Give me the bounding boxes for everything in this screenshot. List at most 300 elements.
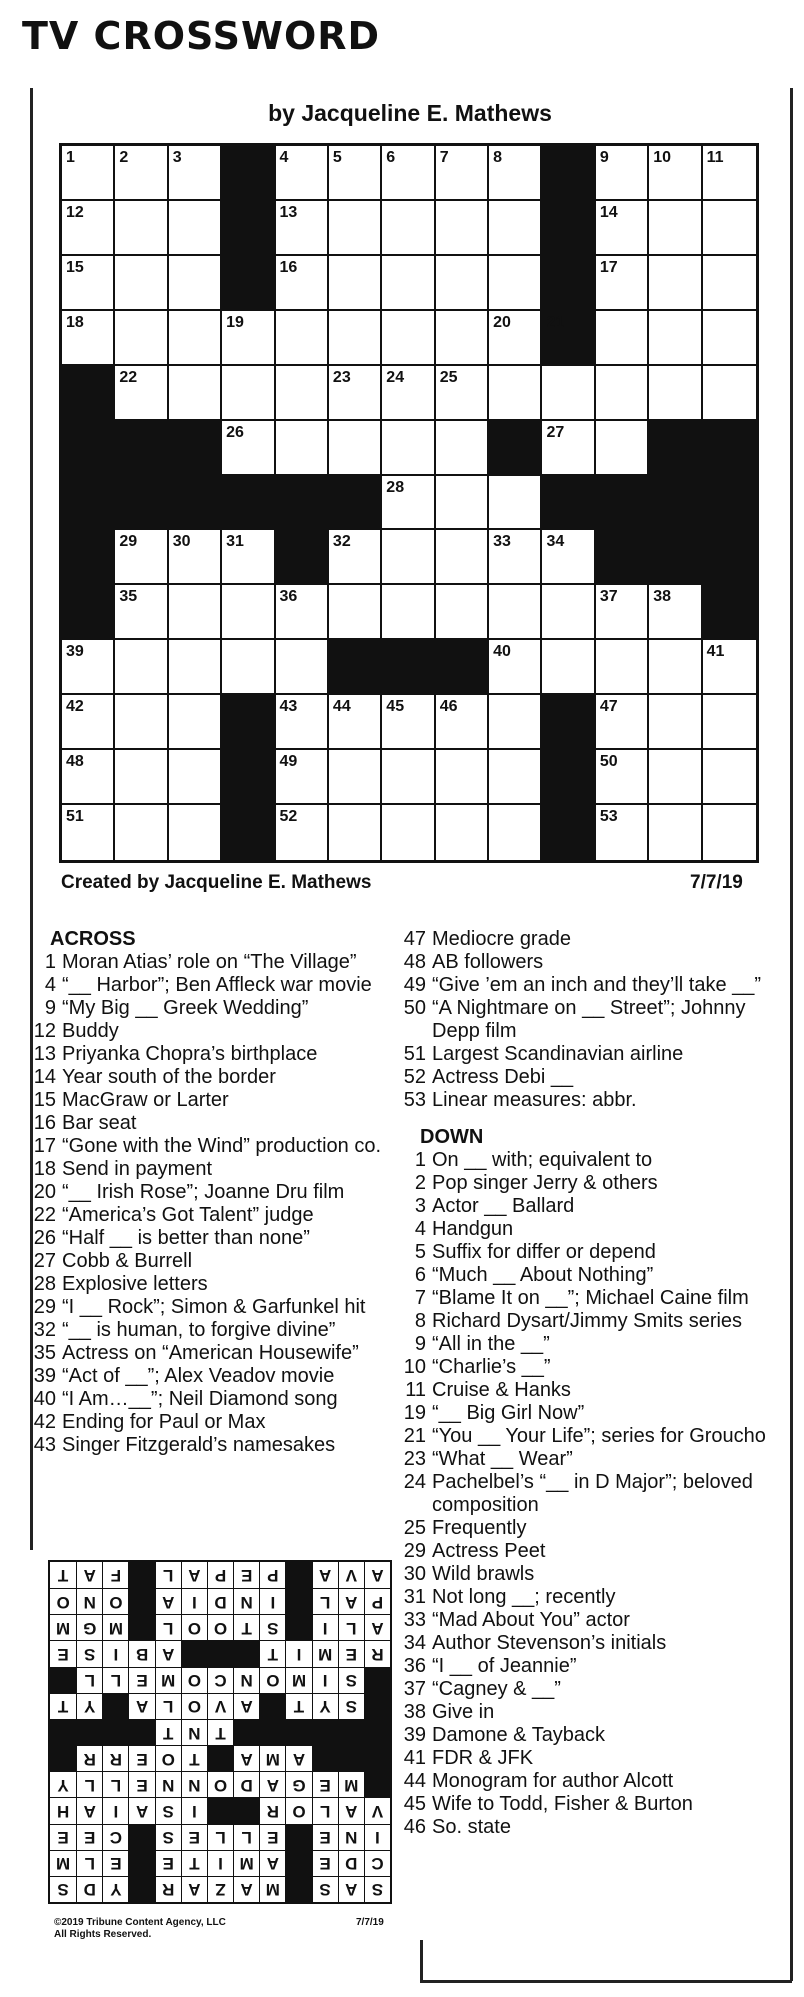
clue-num: 37 xyxy=(403,1678,426,1700)
grid-cell[interactable] xyxy=(382,530,435,585)
grid-cell[interactable] xyxy=(382,146,435,201)
grid-cell[interactable] xyxy=(329,201,382,256)
clue-num: 53 xyxy=(403,1089,426,1111)
grid-cell[interactable] xyxy=(329,805,382,860)
clue-text: “Blame It on __”; Michael Caine film xyxy=(432,1287,749,1309)
solution-black-square xyxy=(50,1745,76,1771)
clue-text: “What __ Wear” xyxy=(432,1448,573,1470)
clue-item xyxy=(400,1066,790,1089)
down-heading: DOWN xyxy=(420,1126,484,1148)
grid-cell[interactable] xyxy=(436,530,489,585)
solution-black-square xyxy=(207,1640,233,1666)
grid-cell[interactable] xyxy=(596,421,649,476)
clue-text: Year south of the border xyxy=(62,1066,276,1088)
clue-text: Monogram for author Alcott xyxy=(432,1770,674,1792)
grid-cell[interactable] xyxy=(489,640,542,695)
clue-num: 5 xyxy=(414,1241,426,1263)
grid-cell[interactable] xyxy=(115,530,168,585)
frame-bottom-rule xyxy=(420,1980,792,1983)
black-square xyxy=(222,805,275,860)
grid-cell[interactable] xyxy=(489,476,542,531)
solution-letter: R xyxy=(76,1745,102,1771)
clue-text: “I __ Rock”; Simon & Garfunkel hit xyxy=(62,1296,366,1318)
grid-cell[interactable] xyxy=(329,695,382,750)
grid-cell[interactable] xyxy=(382,311,435,366)
clue-text: Actor __ Ballard xyxy=(432,1195,575,1217)
grid-cell[interactable] xyxy=(489,311,542,366)
grid-cell[interactable] xyxy=(649,750,702,805)
clue-text: Cobb & Burrell xyxy=(62,1250,193,1272)
solution-letter: V xyxy=(338,1562,364,1588)
grid-cell[interactable] xyxy=(62,201,115,256)
solution-black-square xyxy=(364,1667,390,1693)
black-square xyxy=(222,476,275,531)
clue-item xyxy=(30,1112,400,1135)
grid-cell[interactable] xyxy=(222,530,275,585)
clue-text: “America’s Got Talent” judge xyxy=(62,1204,314,1226)
grid-cell[interactable] xyxy=(222,585,275,640)
clue-num: 25 xyxy=(403,1517,426,1539)
solution-letter: E xyxy=(338,1640,364,1666)
grid-cell[interactable] xyxy=(276,750,329,805)
grid-cell[interactable] xyxy=(169,366,222,421)
grid-cell[interactable] xyxy=(276,256,329,311)
grid-cell[interactable] xyxy=(276,805,329,860)
grid-cell[interactable] xyxy=(542,585,595,640)
solution-black-square xyxy=(285,1824,311,1850)
clue-item xyxy=(400,1425,790,1448)
grid-cell[interactable] xyxy=(703,201,756,256)
grid-cell[interactable] xyxy=(436,146,489,201)
across-cont-list xyxy=(400,928,790,1112)
grid-cell[interactable] xyxy=(649,146,702,201)
clue-num: 1 xyxy=(44,951,56,973)
grid-cell[interactable] xyxy=(489,695,542,750)
solution-black-square xyxy=(233,1797,259,1823)
grid-cell[interactable] xyxy=(436,311,489,366)
solution-letter: E xyxy=(50,1640,76,1666)
clue-text: Largest Scandinavian airline xyxy=(432,1043,684,1065)
grid-cell[interactable] xyxy=(596,750,649,805)
solution-black-square xyxy=(50,1667,76,1693)
clue-item xyxy=(400,1609,790,1632)
grid-cell[interactable] xyxy=(222,366,275,421)
clue-num: 31 xyxy=(403,1586,426,1608)
grid-cell[interactable] xyxy=(649,201,702,256)
crossword-grid[interactable] xyxy=(59,143,759,863)
grid-cell[interactable] xyxy=(596,201,649,256)
black-square xyxy=(169,476,222,531)
clue-number: 27 xyxy=(546,423,565,441)
grid-cell[interactable] xyxy=(382,201,435,256)
clue-item xyxy=(400,1241,790,1264)
clue-num: 14 xyxy=(33,1066,56,1088)
clue-text: Wife to Todd, Fisher & Burton xyxy=(432,1793,693,1815)
grid-cell[interactable] xyxy=(542,640,595,695)
grid-cell[interactable] xyxy=(703,366,756,421)
solution-black-square xyxy=(338,1719,364,1745)
grid-cell[interactable] xyxy=(596,256,649,311)
clue-num: 15 xyxy=(33,1089,56,1111)
grid-cell[interactable] xyxy=(382,750,435,805)
grid-cell[interactable] xyxy=(115,805,168,860)
grid-cell[interactable] xyxy=(115,640,168,695)
clue-num: 19 xyxy=(403,1402,426,1424)
grid-cell[interactable] xyxy=(649,311,702,366)
clue-item xyxy=(400,1816,790,1839)
clue-item xyxy=(400,1678,790,1701)
clue-text: Handgun xyxy=(432,1218,514,1240)
solution-letter: L xyxy=(155,1614,181,1640)
grid-cell[interactable] xyxy=(329,421,382,476)
clue-item xyxy=(400,1793,790,1816)
grid-cell[interactable] xyxy=(329,750,382,805)
clue-item xyxy=(30,951,400,974)
grid-cell[interactable] xyxy=(62,256,115,311)
grid-cell[interactable] xyxy=(222,421,275,476)
clue-text: “__ Big Girl Now” xyxy=(432,1402,585,1424)
grid-cell[interactable] xyxy=(222,311,275,366)
clue-item xyxy=(30,1273,400,1296)
clue-text: “Half __ is better than none” xyxy=(62,1227,310,1249)
grid-cell[interactable] xyxy=(169,146,222,201)
grid-cell[interactable] xyxy=(329,146,382,201)
grid-cell[interactable] xyxy=(703,805,756,860)
grid-cell[interactable] xyxy=(382,805,435,860)
grid-cell[interactable] xyxy=(276,311,329,366)
grid-cell[interactable] xyxy=(649,585,702,640)
solution-letter: T xyxy=(181,1850,207,1876)
solution-letter: O xyxy=(102,1588,128,1614)
grid-cell[interactable] xyxy=(436,256,489,311)
grid-cell[interactable] xyxy=(596,585,649,640)
grid-cell[interactable] xyxy=(276,585,329,640)
black-square xyxy=(703,530,756,585)
clue-item xyxy=(400,974,790,997)
grid-cell[interactable] xyxy=(703,146,756,201)
black-square xyxy=(329,476,382,531)
grid-cell[interactable] xyxy=(542,421,595,476)
grid-cell[interactable] xyxy=(329,530,382,585)
grid-cell[interactable] xyxy=(115,695,168,750)
grid-cell[interactable] xyxy=(489,366,542,421)
grid-cell[interactable] xyxy=(62,146,115,201)
clue-item xyxy=(30,1135,400,1158)
grid-cell[interactable] xyxy=(703,695,756,750)
solution-letter: L xyxy=(312,1588,338,1614)
solution-letter: E xyxy=(181,1824,207,1850)
clue-text: Actress Debi __ xyxy=(432,1066,574,1088)
grid-cell[interactable] xyxy=(649,256,702,311)
grid-cell[interactable] xyxy=(596,640,649,695)
grid-cell[interactable] xyxy=(169,256,222,311)
grid-cell[interactable] xyxy=(596,311,649,366)
grid-cell[interactable] xyxy=(382,585,435,640)
grid-cell[interactable] xyxy=(489,585,542,640)
clue-num: 27 xyxy=(33,1250,56,1272)
grid-cell[interactable] xyxy=(489,146,542,201)
grid-cell[interactable] xyxy=(489,201,542,256)
grid-cell[interactable] xyxy=(115,585,168,640)
clue-number: 16 xyxy=(279,258,298,276)
solution-black-square xyxy=(128,1562,154,1588)
grid-cell[interactable] xyxy=(169,201,222,256)
grid-cell[interactable] xyxy=(596,366,649,421)
black-square xyxy=(62,476,115,531)
grid-cell[interactable] xyxy=(169,805,222,860)
black-square xyxy=(222,750,275,805)
grid-cell[interactable] xyxy=(649,805,702,860)
grid-cell[interactable] xyxy=(542,366,595,421)
grid-cell[interactable] xyxy=(542,530,595,585)
grid-cell[interactable] xyxy=(382,421,435,476)
solution-letter: M xyxy=(338,1771,364,1797)
grid-cell[interactable] xyxy=(115,311,168,366)
solution-letter: E xyxy=(312,1824,338,1850)
clue-text: Actress on “American Housewife” xyxy=(62,1342,359,1364)
clue-number: 52 xyxy=(279,808,298,826)
grid-cell[interactable] xyxy=(436,695,489,750)
grid-cell[interactable] xyxy=(489,256,542,311)
grid-cell[interactable] xyxy=(382,366,435,421)
clue-number: 53 xyxy=(599,808,618,826)
grid-cell[interactable] xyxy=(169,750,222,805)
grid-cell[interactable] xyxy=(276,421,329,476)
grid-cell[interactable] xyxy=(62,750,115,805)
solution-black-square xyxy=(364,1719,390,1745)
clue-item xyxy=(30,1043,400,1066)
solution-letter: A xyxy=(259,1850,285,1876)
grid-cell[interactable] xyxy=(222,640,275,695)
solution-letter: L xyxy=(102,1667,128,1693)
grid-cell[interactable] xyxy=(115,256,168,311)
solution-letter: P xyxy=(259,1562,285,1588)
solution-letter: L xyxy=(102,1771,128,1797)
solution-letter: L xyxy=(76,1771,102,1797)
grid-cell[interactable] xyxy=(276,695,329,750)
grid-cell[interactable] xyxy=(169,530,222,585)
clue-num: 39 xyxy=(403,1724,426,1746)
black-square xyxy=(276,530,329,585)
grid-cell[interactable] xyxy=(62,311,115,366)
grid-cell[interactable] xyxy=(649,695,702,750)
grid-cell[interactable] xyxy=(329,311,382,366)
grid-cell[interactable] xyxy=(169,640,222,695)
solution-letter: O xyxy=(50,1588,76,1614)
clue-number: 28 xyxy=(386,478,405,496)
clue-num: 24 xyxy=(403,1471,426,1493)
clue-number: 6 xyxy=(386,149,396,166)
copyright xyxy=(54,1917,226,1941)
solution-letter: N xyxy=(181,1719,207,1745)
across-heading: ACROSS xyxy=(50,928,136,950)
clue-number: 8 xyxy=(493,149,502,166)
grid-cell[interactable] xyxy=(62,640,115,695)
clue-item xyxy=(400,1563,790,1586)
clue-num: 2 xyxy=(414,1172,426,1194)
solution-letter: L xyxy=(155,1693,181,1719)
clue-text: “You __ Your Life”; series for Groucho xyxy=(432,1425,766,1447)
black-square xyxy=(436,640,489,695)
clue-text: “Mad About You” actor xyxy=(432,1609,630,1631)
solution-letter: E xyxy=(128,1771,154,1797)
grid-cell[interactable] xyxy=(62,695,115,750)
clue-num: 4 xyxy=(44,974,56,996)
grid-cell[interactable] xyxy=(703,311,756,366)
clue-number: 31 xyxy=(226,533,244,551)
grid-cell[interactable] xyxy=(276,201,329,256)
solution-black-square xyxy=(285,1614,311,1640)
solution-letter: A xyxy=(76,1562,102,1588)
solution-letter: S xyxy=(155,1824,181,1850)
grid-cell[interactable] xyxy=(329,256,382,311)
solution-letter: R xyxy=(364,1640,390,1666)
clue-num: 48 xyxy=(403,951,426,973)
solution-letter: L xyxy=(338,1614,364,1640)
grid-cell[interactable] xyxy=(596,695,649,750)
clue-number: 38 xyxy=(653,588,672,606)
solution-letter: Z xyxy=(207,1876,233,1902)
grid-cell[interactable] xyxy=(436,421,489,476)
grid-cell[interactable] xyxy=(436,585,489,640)
grid-cell[interactable] xyxy=(276,146,329,201)
grid-cell[interactable] xyxy=(649,366,702,421)
grid-cell[interactable] xyxy=(436,750,489,805)
black-square xyxy=(703,476,756,531)
clue-num: 26 xyxy=(33,1227,56,1249)
black-square xyxy=(542,695,595,750)
grid-cell[interactable] xyxy=(169,585,222,640)
grid-cell[interactable] xyxy=(436,476,489,531)
clue-number: 21 xyxy=(546,313,565,331)
clue-number: 4 xyxy=(279,149,289,166)
clue-num: 23 xyxy=(403,1448,426,1470)
solution-black-square xyxy=(312,1745,338,1771)
clue-num: 17 xyxy=(33,1135,56,1157)
clue-num: 3 xyxy=(414,1195,426,1217)
solution-black-square xyxy=(285,1876,311,1902)
clue-num: 7 xyxy=(414,1287,426,1309)
solution-letter: G xyxy=(76,1614,102,1640)
grid-cell[interactable] xyxy=(703,750,756,805)
grid-cell[interactable] xyxy=(115,201,168,256)
grid-cell[interactable] xyxy=(115,366,168,421)
clue-text: Author Stevenson’s initials xyxy=(432,1632,667,1654)
grid-cell[interactable] xyxy=(382,256,435,311)
clue-item xyxy=(30,1388,400,1411)
clue-item xyxy=(400,1149,790,1172)
solution-black-square xyxy=(285,1850,311,1876)
clue-num: 44 xyxy=(403,1770,426,1792)
clue-num: 50 xyxy=(403,997,426,1019)
clue-number: 47 xyxy=(599,698,618,716)
clue-number: 11 xyxy=(706,149,724,166)
grid-cell[interactable] xyxy=(382,695,435,750)
clue-number: 48 xyxy=(66,753,84,771)
grid-cell[interactable] xyxy=(703,640,756,695)
grid-cell[interactable] xyxy=(329,585,382,640)
black-square xyxy=(542,476,595,531)
frame-bottom-left-rule xyxy=(420,1940,423,1980)
solution-black-square xyxy=(233,1640,259,1666)
copyright-line-2: All Rights Reserved. xyxy=(54,1929,152,1940)
solution-letter: M xyxy=(50,1850,76,1876)
grid-cell[interactable] xyxy=(436,201,489,256)
grid-cell[interactable] xyxy=(169,695,222,750)
grid-cell[interactable] xyxy=(382,476,435,531)
solution-letter: S xyxy=(76,1640,102,1666)
grid-cell[interactable] xyxy=(276,640,329,695)
solution-letter: T xyxy=(155,1719,181,1745)
solution-letter: M xyxy=(233,1850,259,1876)
clue-number: 49 xyxy=(279,753,298,771)
clue-text: Ending for Paul or Max xyxy=(62,1411,266,1433)
solution-black-square xyxy=(207,1745,233,1771)
black-square xyxy=(222,146,275,201)
clue-num: 39 xyxy=(33,1365,56,1387)
grid-cell[interactable] xyxy=(436,366,489,421)
grid-cell[interactable] xyxy=(489,530,542,585)
solution-letter: E xyxy=(102,1850,128,1876)
clue-number: 46 xyxy=(439,698,458,716)
clue-num: 52 xyxy=(403,1066,426,1088)
grid-cell[interactable] xyxy=(276,366,329,421)
grid-cell[interactable] xyxy=(596,805,649,860)
clue-num: 49 xyxy=(403,974,426,996)
clue-item xyxy=(30,1365,400,1388)
grid-cell[interactable] xyxy=(436,805,489,860)
page-title: TV CROSSWORD xyxy=(22,14,381,58)
solution-letter: S xyxy=(338,1693,364,1719)
solution-letter: A xyxy=(259,1771,285,1797)
solution-black-square xyxy=(285,1562,311,1588)
black-square xyxy=(382,640,435,695)
grid-cell[interactable] xyxy=(649,640,702,695)
grid-cell[interactable] xyxy=(489,750,542,805)
solution-letter: M xyxy=(285,1667,311,1693)
clue-item xyxy=(400,1747,790,1770)
solution-letter: E xyxy=(233,1562,259,1588)
grid-cell[interactable] xyxy=(596,146,649,201)
clue-number: 43 xyxy=(279,698,298,716)
black-square xyxy=(542,146,595,201)
clue-number: 50 xyxy=(599,753,618,771)
clue-item xyxy=(30,1089,400,1112)
grid-cell[interactable] xyxy=(115,750,168,805)
clue-num: 42 xyxy=(33,1411,56,1433)
grid-cell[interactable] xyxy=(115,146,168,201)
grid-cell[interactable] xyxy=(489,805,542,860)
grid-cell[interactable] xyxy=(169,311,222,366)
clues-column-left xyxy=(30,928,400,1457)
clue-text: Pop singer Jerry & others xyxy=(432,1172,658,1194)
solution-letter: O xyxy=(207,1614,233,1640)
clue-item xyxy=(30,1319,400,1342)
clue-text: AB followers xyxy=(432,951,544,973)
clue-number: 14 xyxy=(599,203,618,221)
clue-num: 41 xyxy=(403,1747,426,1769)
solution-letter: M xyxy=(50,1614,76,1640)
grid-cell[interactable] xyxy=(62,805,115,860)
clue-text: Buddy xyxy=(62,1020,119,1042)
grid-cell[interactable] xyxy=(703,256,756,311)
clue-number: 51 xyxy=(66,808,84,826)
clue-text: “My Big __ Greek Wedding” xyxy=(62,997,309,1019)
clue-text: Give in xyxy=(432,1701,495,1723)
solution-letter: M xyxy=(259,1876,285,1902)
grid-cell[interactable] xyxy=(329,366,382,421)
solution-letter: A xyxy=(338,1797,364,1823)
